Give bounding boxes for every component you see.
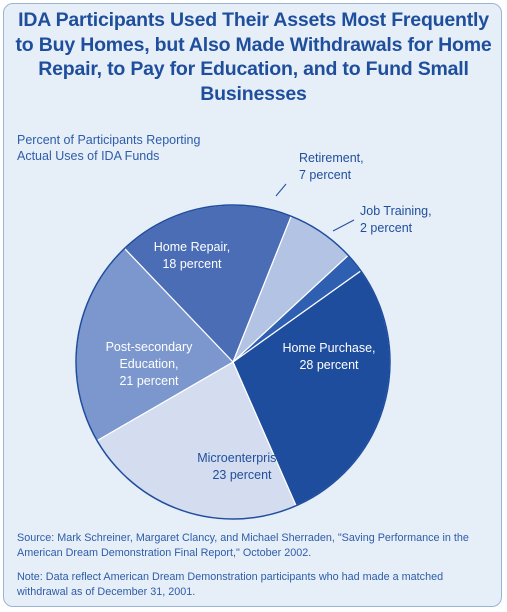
leader-line-retirement [276,184,286,196]
slice-label-post-secondary-education: Post-secondary Education, 21 percent [105,340,193,388]
source-note: Source: Mark Schreiner, Margaret Clancy, and Michael Sherraden, "Saving Performance in the American Dream Demonstration Final Report," October 2002. [17,532,469,559]
chart-title: IDA Participants Used Their Assets Most Frequently to Buy Homes, but Also Made Withdrawals for Home Repair, to Pay for Education, and to Fund Small Businesses [15,9,492,105]
slice-label-job-training: Job Training, 2 percent [360,204,432,235]
slice-label-home-purchase: Home Purchase, 28 percent [282,341,376,372]
slice-label-retirement: Retirement, 7 percent [299,151,364,182]
subtitle-line-1: Percent of Participants Reporting [17,133,201,147]
subtitle-line-2: Actual Uses of IDA Funds [17,149,160,163]
slice-label-home-repair: Home Repair, 18 percent [153,240,231,271]
data-note: Note: Data reflect American Dream Demonstration participants who had made a matched withdrawal as of December 31, 2001. [17,571,444,598]
leader-line-job-training [333,220,354,231]
slice-label-microenterprise: Microenterprise, 23 percent [197,451,287,482]
